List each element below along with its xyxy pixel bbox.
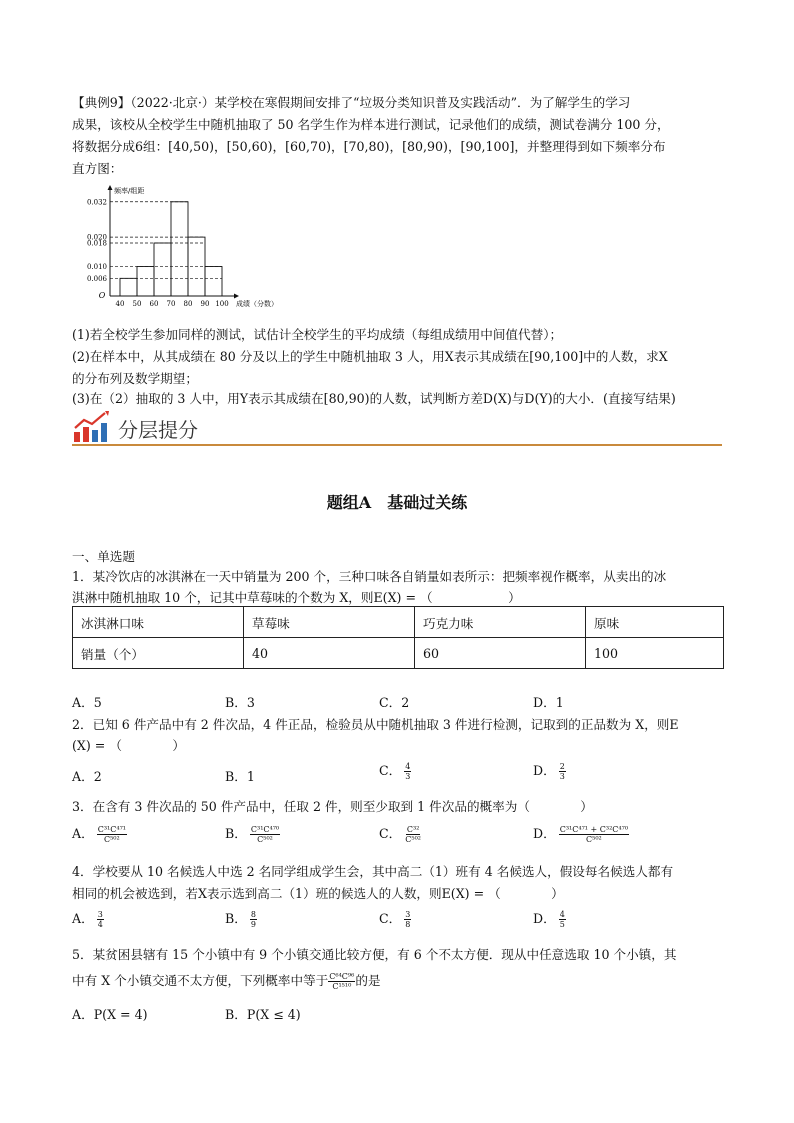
table-cell: 冰淇淋口味 (73, 607, 244, 638)
q5-option-a: A．P(X = 4) (72, 1007, 148, 1022)
fraction-numerator: 3 (97, 910, 103, 919)
fraction-denominator: C¹⁵¹⁰ (332, 982, 352, 991)
y-tick-label: 0.032 (86, 198, 107, 207)
y-tick-label: 0.020 (86, 233, 107, 242)
q4-option-d (533, 908, 566, 929)
option-label: B． (225, 911, 247, 926)
q3-option-a (72, 823, 127, 844)
histogram-bar (205, 267, 222, 296)
example-sub-2a: (2)在样本中，从其成绩在 80 分及以上的学生中随机抽取 3 人，用X表示其成绩在[90,100]中的人数，求X (72, 349, 668, 364)
table-row (73, 638, 724, 669)
q4-option-c (379, 908, 411, 929)
fraction-numerator: C⁶⁴C⁹⁶ (329, 972, 355, 981)
x-tick-label: 50 (132, 300, 142, 308)
fraction-denominator: 8 (405, 920, 411, 929)
fraction-numerator: 3 (405, 910, 411, 919)
flavor-sales-table (72, 606, 724, 669)
q4-option-b (225, 908, 257, 929)
q3-stem: 3．在含有 3 件次品的 50 件产品中，任取 2 件，则至少取到 1 件次品的概率为（ ） (72, 799, 593, 814)
section-title: 题组A 基础过关练 (326, 493, 468, 512)
q1-option-a: A．5 (72, 695, 102, 710)
q3-option-c (379, 823, 422, 844)
q2-line-1: 2．已知 6 件产品中有 2 件次品，4 件正品，检验员从中随机抽取 3 件进行检测，记取到的正品数为 X，则E (72, 717, 679, 732)
q5-option-b: B．P(X ≤ 4) (225, 1007, 301, 1022)
y-axis-arrow (108, 185, 113, 190)
option-label: C． (379, 763, 402, 778)
example-line-4: 直方图： (72, 161, 123, 176)
part-heading: 一、单选题 (72, 549, 135, 564)
q1-line-1: 1．某冷饮店的冰淇淋在一天中销量为 200 个，三种口味各自销量如表所示：把频率视作概率，从卖出的冰 (72, 569, 667, 584)
table-cell: 40 (244, 638, 415, 669)
q5-line-2 (72, 970, 381, 991)
histogram-bar (154, 243, 171, 296)
origin-label: O (98, 291, 106, 300)
y-axis-title: 频率/组距 (114, 187, 145, 195)
x-tick-label: 90 (200, 300, 210, 308)
fraction-denominator: 3 (405, 772, 411, 781)
q2-option-c (379, 760, 411, 781)
fraction-numerator: 4 (405, 762, 411, 771)
option-label: A． (72, 826, 94, 841)
table-cell: 100 (586, 638, 724, 669)
table-row (73, 607, 724, 638)
example-line-3: 将数据分成6组：[40,50)，[50,60)，[60,70)，[70,80)，[80,90)，[90,100]，并整理得到如下频率分布 (72, 139, 666, 154)
q1-option-c: C．2 (379, 695, 410, 710)
example-line-2: 成果，该校从全校学生中随机抽取了 50 名学生作为样本进行测试，记录他们的成绩，测试卷满分 100 分， (72, 117, 670, 132)
fraction-numerator: C³¹C⁴⁷¹ (97, 825, 126, 834)
example-line-1: 【典例9】（2022·北京·）某学校在寒假期间安排了“垃圾分类知识普及实践活动”．为了解学生的学习 (72, 95, 631, 110)
q5-line-1: 5．某贫困县辖有 15 个小镇中有 9 个小镇交通比较方便，有 6 个不太方便．现从中任意选取 10 个小镇，其 (72, 947, 677, 962)
fraction-denominator: C⁵⁰² (405, 835, 421, 844)
q4-line-1: 4．学校要从 10 名候选人中选 2 名同学组成学生会，其中高二（1）班有 4 名候选人，假设每名候选人都有 (72, 864, 674, 879)
table-cell: 巧克力味 (415, 607, 586, 638)
q4-option-a (72, 908, 104, 929)
table-cell: 草莓味 (244, 607, 415, 638)
example-sub-3: (3)在（2）抽取的 3 人中，用Y表示其成绩在[80,90)的人数，试判断方差D(X)与D(Y)的大小．(直接写结果) (72, 391, 676, 406)
x-tick-label: 70 (166, 300, 176, 308)
option-label: D． (533, 826, 556, 841)
q1-line-2: 淇淋中随机抽取 10 个，记其中草莓味的个数为 X，则E(X) = （ ） (72, 590, 521, 605)
option-label: B． (225, 826, 247, 841)
fraction-numerator: C³¹C⁴⁷¹ + C³²C⁴⁷⁰ (559, 825, 629, 834)
q1-option-b: B．3 (225, 695, 255, 710)
q2-option-b: B．1 (225, 769, 255, 784)
fraction-denominator: 5 (559, 920, 565, 929)
fraction-denominator: C⁵⁰² (586, 835, 602, 844)
x-tick-label: 40 (115, 300, 125, 308)
histogram-bar (137, 267, 154, 296)
fraction-denominator: C⁵⁰² (257, 835, 273, 844)
fraction-numerator: 4 (559, 910, 565, 919)
rising-chart-icon (72, 410, 112, 444)
q2-option-d (533, 760, 566, 781)
frequency-histogram (80, 184, 300, 314)
q3-option-b (225, 823, 280, 844)
x-tick-label: 100 (215, 300, 229, 308)
option-label: C． (379, 911, 402, 926)
x-axis-arrow (234, 294, 239, 299)
brand-divider (72, 444, 722, 446)
x-axis-title: 成绩（分数） (236, 300, 278, 308)
table-cell: 原味 (586, 607, 724, 638)
option-label: A． (72, 911, 94, 926)
histogram-bar (171, 202, 188, 296)
fraction-denominator: 4 (97, 920, 103, 929)
y-tick-label: 0.010 (86, 263, 107, 272)
fraction-numerator: C³² (406, 825, 420, 834)
q3-option-d (533, 823, 629, 844)
x-tick-label: 80 (183, 300, 193, 308)
q4-line-2: 相同的机会被选到，若X表示选到高二（1）班的候选人的人数，则E(X) = （ ） (72, 886, 564, 901)
q1-option-d: D．1 (533, 695, 564, 710)
table-cell: 销量（个） (73, 638, 244, 669)
q5-line-2-text: 中有 X 个小镇交通不太方便，下列概率中等于 (72, 973, 329, 988)
table-cell: 60 (415, 638, 586, 669)
brand-title: 分层提分 (118, 418, 198, 442)
fraction-numerator: 2 (559, 762, 565, 771)
q5-line-2-suffix: 的是 (355, 973, 381, 988)
fraction-denominator: C⁵⁰² (103, 835, 120, 844)
q2-line-2: (X) = （ ） (72, 738, 185, 753)
option-label: C． (379, 826, 402, 841)
option-label: D． (533, 911, 556, 926)
fraction-numerator: C³¹C⁴⁷⁰ (250, 825, 280, 834)
histogram-bar (120, 278, 137, 296)
example-sub-1: (1)若全校学生参加同样的测试，试估计全校学生的平均成绩（每组成绩用中间值代替）； (72, 327, 563, 342)
x-tick-label: 60 (149, 300, 159, 308)
y-tick-label: 0.018 (86, 239, 107, 248)
fraction-numerator: 8 (250, 910, 256, 919)
example-sub-2b: 的分布列及数学期望； (72, 371, 198, 386)
fraction-denominator: 3 (559, 772, 565, 781)
option-label: D． (533, 763, 556, 778)
fraction-denominator: 9 (250, 920, 256, 929)
y-tick-label: 0.006 (86, 274, 107, 283)
q2-option-a: A．2 (72, 769, 102, 784)
